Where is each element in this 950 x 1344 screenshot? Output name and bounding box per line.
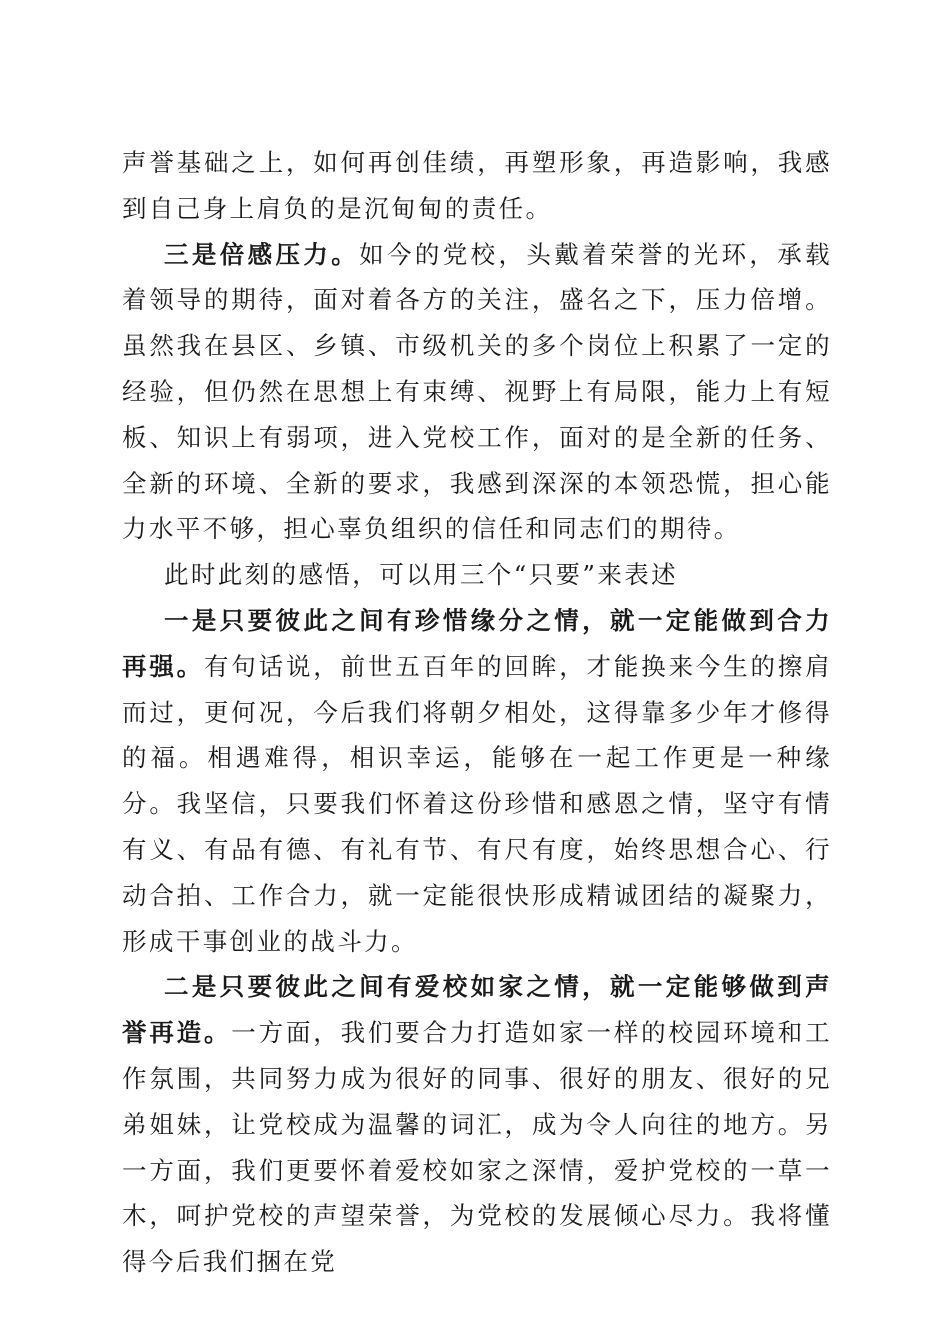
paragraph-lead: 一是只要彼此之间有珍惜缘分之情，就一定能做到合力再强。	[122, 605, 832, 681]
paragraph-point-two	[122, 964, 832, 1285]
paragraph-text: 此时此刻的感悟，可以用三个“只要”来表述	[164, 560, 679, 590]
paragraph-continuation	[122, 140, 832, 232]
paragraph-text: 一方面，我们要合力打造如家一样的校园环境和工作氛围，共同努力成为很好的同事、很好的朋友、很好的兄弟姐妹，让党校成为温馨的词汇，成为令人向往的地方。另一方面，我们更要怀着爱校如家之深情，爱护党校的一草一木，呵护党校的声望荣誉，为党校的发展倾心尽力。我将懂得今后我们捆在党	[122, 1018, 832, 1277]
paragraph-pressure	[122, 232, 832, 553]
paragraph-text: 如今的党校，头戴着荣誉的光环，承载着领导的期待，面对着各方的关注，盛名之下，压力倍增。虽然我在县区、乡镇、市级机关的多个岗位上积累了一定的经验，但仍然在思想上有束缚、视野上有局限，能力上有短板、知识上有弱项，进入党校工作，面对的是全新的任务、全新的环境、全新的要求，我感到深深的本领恐慌，担心能力水平不够，担心辜负组织的信任和同志们的期待。	[122, 239, 832, 544]
paragraph-lead: 二是只要彼此之间有爱校如家之情，就一定能够做到声誉再造。	[122, 972, 832, 1048]
paragraph-intro-three	[122, 552, 832, 598]
paragraph-text: 声誉基础之上，如何再创佳绩，再塑形象，再造影响，我感到自己身上肩负的是沉甸甸的责任。	[122, 148, 832, 223]
paragraph-point-one	[122, 598, 832, 964]
document-page	[122, 140, 832, 1285]
paragraph-lead: 三是倍感压力。	[164, 239, 360, 269]
paragraph-text: 有句话说，前世五百年的回眸，才能换来今生的擦肩而过，更何况，今后我们将朝夕相处，这得靠多少年才修得的福。相遇难得，相识幸运，能够在一起工作更是一种缘分。我坚信，只要我们怀着这份珍惜和感恩之情，坚守有情有义、有品有德、有礼有节、有尺有度，始终思想合心、行动合拍、工作合力，就一定能很快形成精诚团结的凝聚力，形成干事创业的战斗力。	[122, 651, 833, 956]
